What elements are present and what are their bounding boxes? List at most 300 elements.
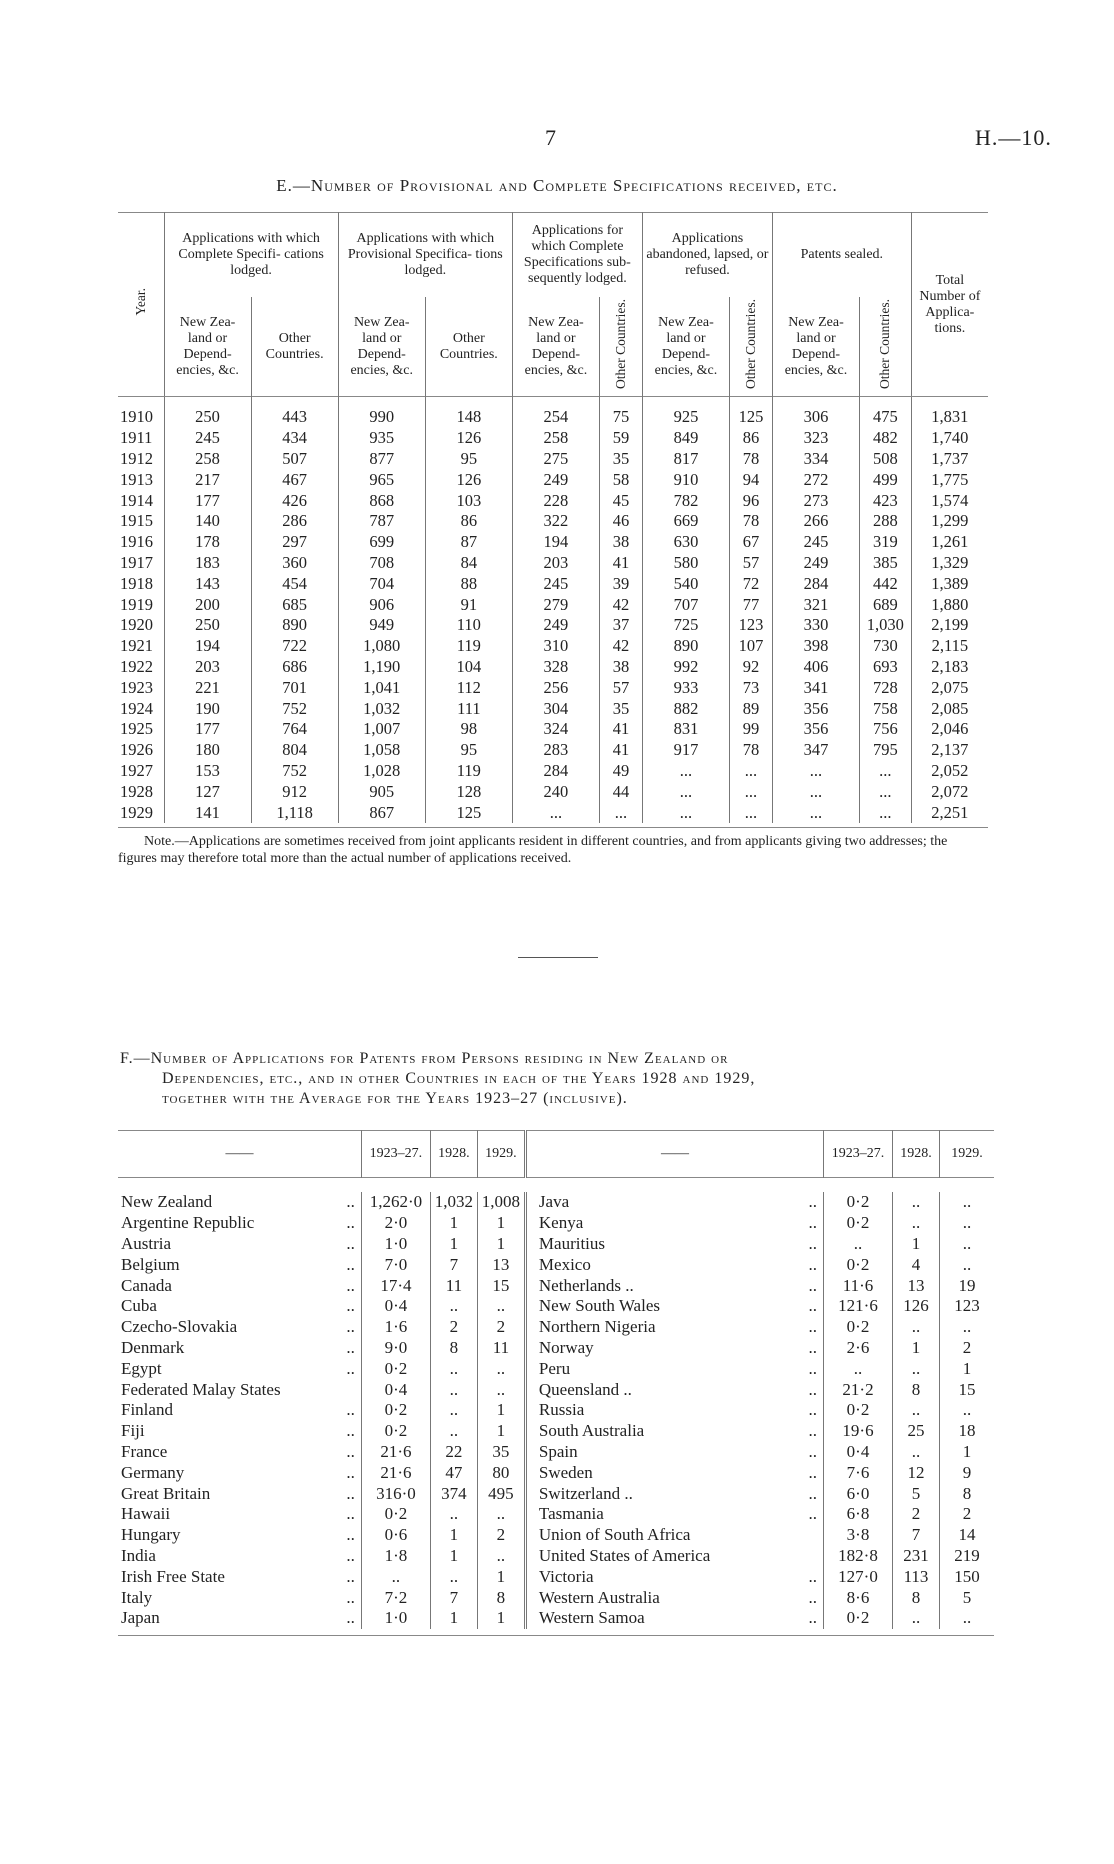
value-cell: 77 <box>730 594 773 615</box>
value-cell: 8 <box>477 1587 525 1608</box>
table-row <box>118 449 988 470</box>
value-cell: 0·6 <box>361 1525 430 1546</box>
value-cell: 804 <box>251 740 338 761</box>
value-cell: 426 <box>251 490 338 511</box>
nz-header: New Zea- land or Depend- encies, &c. <box>512 297 599 397</box>
value-cell: 882 <box>642 698 729 719</box>
table-row <box>118 1546 994 1567</box>
value-cell: 1 <box>940 1442 995 1463</box>
country-name: Switzerland .. <box>525 1483 788 1504</box>
table-row <box>118 740 988 761</box>
value-cell: ... <box>642 781 729 802</box>
value-cell: 221 <box>164 677 251 698</box>
value-cell: .. <box>893 1400 940 1421</box>
value-cell: 495 <box>477 1483 525 1504</box>
value-cell: 249 <box>512 469 599 490</box>
value-cell: 13 <box>893 1275 940 1296</box>
table-row <box>118 719 988 740</box>
value-cell: 11·6 <box>824 1275 893 1296</box>
value-cell: 249 <box>512 615 599 636</box>
value-cell: 540 <box>642 573 729 594</box>
leader-dots: .. <box>346 1587 355 1607</box>
value-cell: 45 <box>599 490 642 511</box>
value-cell: ... <box>512 802 599 823</box>
country-name: France <box>121 1441 168 1461</box>
value-cell: 194 <box>512 532 599 553</box>
value-cell: 8 <box>940 1483 995 1504</box>
value-cell: 1,261 <box>911 532 988 553</box>
leader-dots: .. <box>346 1462 355 1482</box>
value-cell: 128 <box>425 781 512 802</box>
year-cell: 1918 <box>120 573 153 593</box>
value-cell: .. <box>477 1379 525 1400</box>
value-cell: 1,574 <box>911 490 988 511</box>
value-cell: 123 <box>730 615 773 636</box>
value-cell: 7 <box>893 1525 940 1546</box>
value-cell: 347 <box>772 740 859 761</box>
table-f <box>118 1130 994 1636</box>
value-cell: ... <box>730 761 773 782</box>
value-cell: .. <box>940 1317 995 1338</box>
value-cell: 0·2 <box>361 1400 430 1421</box>
table-row <box>118 761 988 782</box>
value-cell: 89 <box>730 698 773 719</box>
year-cell: 1921 <box>120 636 153 656</box>
country-name: New South Wales <box>525 1296 788 1317</box>
col-header-1929: 1929. <box>940 1131 995 1178</box>
value-cell: 1,030 <box>860 615 912 636</box>
col-header-average: 1923–27. <box>824 1131 893 1178</box>
value-cell: 140 <box>164 511 251 532</box>
table-row <box>118 397 988 428</box>
country-name: Hawaii <box>121 1504 171 1524</box>
value-cell: .. <box>430 1421 477 1442</box>
value-cell: 704 <box>338 573 425 594</box>
value-cell: 965 <box>338 469 425 490</box>
value-cell: 1,041 <box>338 677 425 698</box>
value-cell: 2 <box>940 1504 995 1525</box>
nz-header: New Zea- land or Depend- encies, &c. <box>642 297 729 397</box>
value-cell: 1,880 <box>911 594 988 615</box>
value-cell: 219 <box>940 1546 995 1567</box>
value-cell: 630 <box>642 532 729 553</box>
value-cell: 2,085 <box>911 698 988 719</box>
value-cell: 47 <box>430 1462 477 1483</box>
leader-dots: .. <box>808 1337 817 1357</box>
table-f-title-line1: F.—Number of Applications for Patents from Persons residing in New Zealand or <box>120 1050 729 1067</box>
value-cell: .. <box>430 1379 477 1400</box>
leader-dots: .. <box>346 1317 355 1337</box>
year-header: Year. <box>118 213 164 397</box>
value-cell: 148 <box>425 397 512 428</box>
table-row <box>118 469 988 490</box>
value-cell: 49 <box>599 761 642 782</box>
value-cell: 323 <box>772 428 859 449</box>
table-row <box>118 802 988 823</box>
table-e-note: Note.—Applications are sometimes received from joint applicants resident in different countries, and from applicants giving two addresses; the figures may therefore total more than the actual number of applications received. <box>118 834 948 866</box>
other-header: Other Countries. <box>251 297 338 397</box>
value-cell: 95 <box>425 449 512 470</box>
value-cell: 701 <box>251 677 338 698</box>
value-cell: 125 <box>730 397 773 428</box>
value-cell: 57 <box>730 553 773 574</box>
value-cell: .. <box>430 1358 477 1379</box>
country-name: Sweden <box>525 1462 788 1483</box>
value-cell: 15 <box>477 1275 525 1296</box>
value-cell: 245 <box>772 532 859 553</box>
value-cell: 0·2 <box>824 1192 893 1213</box>
group-header-provisional: Applications with which Provisional Specifica- tions lodged. <box>338 213 512 298</box>
year-cell: 1924 <box>120 698 153 718</box>
value-cell: 787 <box>338 511 425 532</box>
value-cell: 7 <box>430 1587 477 1608</box>
value-cell: 78 <box>730 511 773 532</box>
value-cell: 200 <box>164 594 251 615</box>
value-cell: 580 <box>642 553 729 574</box>
value-cell: 41 <box>599 719 642 740</box>
leader-dots: .. <box>808 1192 817 1212</box>
value-cell: 19·6 <box>824 1421 893 1442</box>
value-cell: 153 <box>164 761 251 782</box>
leader-dots: .. <box>346 1545 355 1565</box>
value-cell: 59 <box>599 428 642 449</box>
nz-header: New Zea- land or Depend- encies, &c. <box>338 297 425 397</box>
value-cell: 1 <box>430 1608 477 1629</box>
value-cell: 8 <box>893 1587 940 1608</box>
value-cell: 360 <box>251 553 338 574</box>
leader-dots: .. <box>808 1275 817 1295</box>
value-cell: 245 <box>512 573 599 594</box>
table-row <box>118 1483 994 1504</box>
value-cell: 150 <box>940 1566 995 1587</box>
value-cell: .. <box>893 1192 940 1213</box>
value-cell: 288 <box>860 511 912 532</box>
table-row <box>118 573 988 594</box>
country-name: Germany <box>121 1462 185 1482</box>
value-cell: 699 <box>338 532 425 553</box>
value-cell: 1,058 <box>338 740 425 761</box>
leader-dots: .. <box>808 1566 817 1586</box>
other-header: Other Countries. <box>599 297 642 397</box>
country-name: United States of America <box>525 1546 788 1567</box>
table-row <box>118 1234 994 1255</box>
country-name: Federated Malay States <box>121 1379 281 1399</box>
value-cell: 177 <box>164 490 251 511</box>
value-cell: .. <box>893 1213 940 1234</box>
table-row <box>118 1566 994 1587</box>
value-cell: .. <box>361 1566 430 1587</box>
country-name: Northern Nigeria <box>525 1317 788 1338</box>
table-row <box>118 1192 994 1213</box>
value-cell: 75 <box>599 397 642 428</box>
value-cell: 284 <box>772 573 859 594</box>
value-cell: 203 <box>512 553 599 574</box>
value-cell: 1 <box>477 1213 525 1234</box>
value-cell: 125 <box>425 802 512 823</box>
value-cell: 304 <box>512 698 599 719</box>
table-row <box>118 428 988 449</box>
group-header-subsequent: Applications for which Complete Specifications sub- sequently lodged. <box>512 213 642 298</box>
value-cell: 693 <box>860 657 912 678</box>
value-cell: 80 <box>477 1462 525 1483</box>
country-name: Spain <box>525 1442 788 1463</box>
leader-dots: .. <box>808 1317 817 1337</box>
value-cell: 306 <box>772 397 859 428</box>
country-name: South Australia <box>525 1421 788 1442</box>
value-cell: 86 <box>425 511 512 532</box>
country-name: Tasmania <box>525 1504 788 1525</box>
country-name: Czecho-Slovakia <box>121 1317 238 1337</box>
leader-dots: .. <box>346 1441 355 1461</box>
leader-dots: .. <box>346 1275 355 1295</box>
leader-dots: .. <box>808 1421 817 1441</box>
value-cell: 1,262·0 <box>361 1192 430 1213</box>
value-cell: 17·4 <box>361 1275 430 1296</box>
value-cell: .. <box>940 1254 995 1275</box>
value-cell: 935 <box>338 428 425 449</box>
value-cell: 6·8 <box>824 1504 893 1525</box>
leader-dots: .. <box>346 1608 355 1628</box>
value-cell: .. <box>430 1400 477 1421</box>
year-cell: 1923 <box>120 677 153 697</box>
value-cell: 126 <box>425 469 512 490</box>
leader-dots: .. <box>346 1525 355 1545</box>
value-cell: 104 <box>425 657 512 678</box>
year-cell: 1912 <box>120 448 153 468</box>
value-cell: 1,389 <box>911 573 988 594</box>
value-cell: 41 <box>599 740 642 761</box>
value-cell: 96 <box>730 490 773 511</box>
value-cell: 110 <box>425 615 512 636</box>
value-cell: 9·0 <box>361 1338 430 1359</box>
value-cell: 1·8 <box>361 1546 430 1567</box>
other-header: Other Countries. <box>730 297 773 397</box>
value-cell: 1,737 <box>911 449 988 470</box>
value-cell: 121·6 <box>824 1296 893 1317</box>
value-cell: 2 <box>430 1317 477 1338</box>
leader-dots: .. <box>346 1192 355 1212</box>
value-cell: 39 <box>599 573 642 594</box>
value-cell: 990 <box>338 397 425 428</box>
table-row <box>118 1462 994 1483</box>
value-cell: 708 <box>338 553 425 574</box>
leader-dots <box>788 1546 824 1567</box>
value-cell: 334 <box>772 449 859 470</box>
value-cell: 256 <box>512 677 599 698</box>
value-cell: 322 <box>512 511 599 532</box>
value-cell: 341 <box>772 677 859 698</box>
table-row <box>118 1587 994 1608</box>
value-cell: 126 <box>893 1296 940 1317</box>
value-cell: .. <box>477 1546 525 1567</box>
table-row <box>118 1504 994 1525</box>
value-cell: 35 <box>477 1442 525 1463</box>
value-cell: 868 <box>338 490 425 511</box>
value-cell: .. <box>940 1192 995 1213</box>
value-cell: ... <box>860 781 912 802</box>
value-cell: 0·2 <box>824 1317 893 1338</box>
value-cell: 88 <box>425 573 512 594</box>
leader-dots: .. <box>808 1379 817 1399</box>
country-name: Austria <box>121 1233 172 1253</box>
value-cell: 13 <box>477 1254 525 1275</box>
table-e-title: E.—Number of Provisional and Complete Specifications received, etc. <box>276 176 838 195</box>
value-cell: 1,008 <box>477 1192 525 1213</box>
table-row <box>118 1358 994 1379</box>
leader-dots: .. <box>808 1608 817 1628</box>
value-cell: 1 <box>893 1338 940 1359</box>
value-cell: 5 <box>940 1587 995 1608</box>
value-cell: .. <box>893 1442 940 1463</box>
country-name: Egypt <box>121 1358 162 1378</box>
country-name: Victoria <box>525 1566 788 1587</box>
value-cell: 330 <box>772 615 859 636</box>
country-header: —— <box>225 1146 254 1161</box>
country-name: Java <box>525 1192 788 1213</box>
year-cell: 1911 <box>120 428 153 448</box>
leader-dots: .. <box>346 1254 355 1274</box>
country-name: Netherlands .. <box>525 1275 788 1296</box>
value-cell: 1,329 <box>911 553 988 574</box>
country-name: Union of South Africa <box>525 1525 788 1546</box>
leader-dots <box>788 1525 824 1546</box>
table-row <box>118 1338 994 1359</box>
group-header-abandoned: Applications abandoned, lapsed, or refused. <box>642 213 772 298</box>
value-cell: 1,831 <box>911 397 988 428</box>
country-name: Russia <box>525 1400 788 1421</box>
value-cell: 2,251 <box>911 802 988 823</box>
year-cell: 1920 <box>120 615 153 635</box>
other-header: Other Countries. <box>425 297 512 397</box>
value-cell: 730 <box>860 636 912 657</box>
value-cell: 508 <box>860 449 912 470</box>
country-name: Hungary <box>121 1525 181 1545</box>
value-cell: ... <box>730 802 773 823</box>
value-cell: 19 <box>940 1275 995 1296</box>
value-cell: 272 <box>772 469 859 490</box>
leader-dots: .. <box>808 1400 817 1420</box>
year-cell: 1927 <box>120 760 153 780</box>
country-name: Finland <box>121 1400 173 1420</box>
value-cell: 917 <box>642 740 729 761</box>
value-cell: 266 <box>772 511 859 532</box>
value-cell: 1 <box>477 1421 525 1442</box>
value-cell: 2,052 <box>911 761 988 782</box>
value-cell: 42 <box>599 594 642 615</box>
country-name: Peru <box>525 1358 788 1379</box>
value-cell: 228 <box>512 490 599 511</box>
document-reference: H.—10. <box>975 125 1052 150</box>
value-cell: 249 <box>772 553 859 574</box>
value-cell: 11 <box>477 1338 525 1359</box>
value-cell: 250 <box>164 397 251 428</box>
nz-header: New Zea- land or Depend- encies, &c. <box>772 297 859 397</box>
value-cell: 1 <box>477 1608 525 1629</box>
value-cell: 119 <box>425 636 512 657</box>
value-cell: 92 <box>730 657 773 678</box>
table-row <box>118 594 988 615</box>
value-cell: 57 <box>599 677 642 698</box>
value-cell: 0·2 <box>824 1254 893 1275</box>
table-row <box>118 698 988 719</box>
other-header: Other Countries. <box>860 297 912 397</box>
value-cell: .. <box>940 1608 995 1629</box>
value-cell: 250 <box>164 615 251 636</box>
value-cell: 356 <box>772 698 859 719</box>
value-cell: 15 <box>940 1379 995 1400</box>
value-cell: 18 <box>940 1421 995 1442</box>
value-cell: 1 <box>477 1234 525 1255</box>
value-cell: 1 <box>430 1525 477 1546</box>
leader-dots: .. <box>346 1233 355 1253</box>
total-header: Total Number of Applica- tions. <box>911 213 988 397</box>
value-cell: 1·0 <box>361 1608 430 1629</box>
value-cell: 2·0 <box>361 1213 430 1234</box>
value-cell: 91 <box>425 594 512 615</box>
leader-dots: .. <box>346 1337 355 1357</box>
value-cell: 143 <box>164 573 251 594</box>
value-cell: ... <box>772 802 859 823</box>
value-cell: 7·2 <box>361 1587 430 1608</box>
value-cell: 119 <box>425 761 512 782</box>
value-cell: 689 <box>860 594 912 615</box>
page-number: 7 <box>545 125 556 150</box>
value-cell: 499 <box>860 469 912 490</box>
value-cell: 258 <box>164 449 251 470</box>
value-cell: 2 <box>940 1338 995 1359</box>
value-cell: .. <box>940 1400 995 1421</box>
leader-dots: .. <box>808 1483 817 1503</box>
table-row <box>118 657 988 678</box>
value-cell: 21·6 <box>361 1462 430 1483</box>
value-cell: 95 <box>425 740 512 761</box>
value-cell: 2,115 <box>911 636 988 657</box>
value-cell: 434 <box>251 428 338 449</box>
year-cell: 1922 <box>120 656 153 676</box>
value-cell: 258 <box>512 428 599 449</box>
table-row <box>118 1213 994 1234</box>
value-cell: .. <box>940 1213 995 1234</box>
value-cell: 507 <box>251 449 338 470</box>
value-cell: 94 <box>730 469 773 490</box>
value-cell: 324 <box>512 719 599 740</box>
table-row <box>118 1442 994 1463</box>
table-row <box>118 553 988 574</box>
value-cell: 7·6 <box>824 1462 893 1483</box>
country-name: Mauritius <box>525 1234 788 1255</box>
table-e <box>118 212 988 828</box>
value-cell: 1,775 <box>911 469 988 490</box>
leader-dots: .. <box>808 1358 817 1378</box>
value-cell: 398 <box>772 636 859 657</box>
value-cell: 1,032 <box>338 698 425 719</box>
group-header-sealed: Patents sealed. <box>772 213 911 298</box>
value-cell: 849 <box>642 428 729 449</box>
col-header-1929: 1929. <box>477 1131 525 1178</box>
value-cell: 46 <box>599 511 642 532</box>
leader-dots: .. <box>346 1504 355 1524</box>
table-row <box>118 781 988 802</box>
value-cell: 3·8 <box>824 1525 893 1546</box>
country-name: Belgium <box>121 1254 180 1274</box>
value-cell: 2 <box>477 1525 525 1546</box>
value-cell: 764 <box>251 719 338 740</box>
value-cell: 1,118 <box>251 802 338 823</box>
value-cell: 41 <box>599 553 642 574</box>
value-cell: 8·6 <box>824 1587 893 1608</box>
leader-dots: .. <box>346 1400 355 1420</box>
value-cell: 0·4 <box>361 1379 430 1400</box>
